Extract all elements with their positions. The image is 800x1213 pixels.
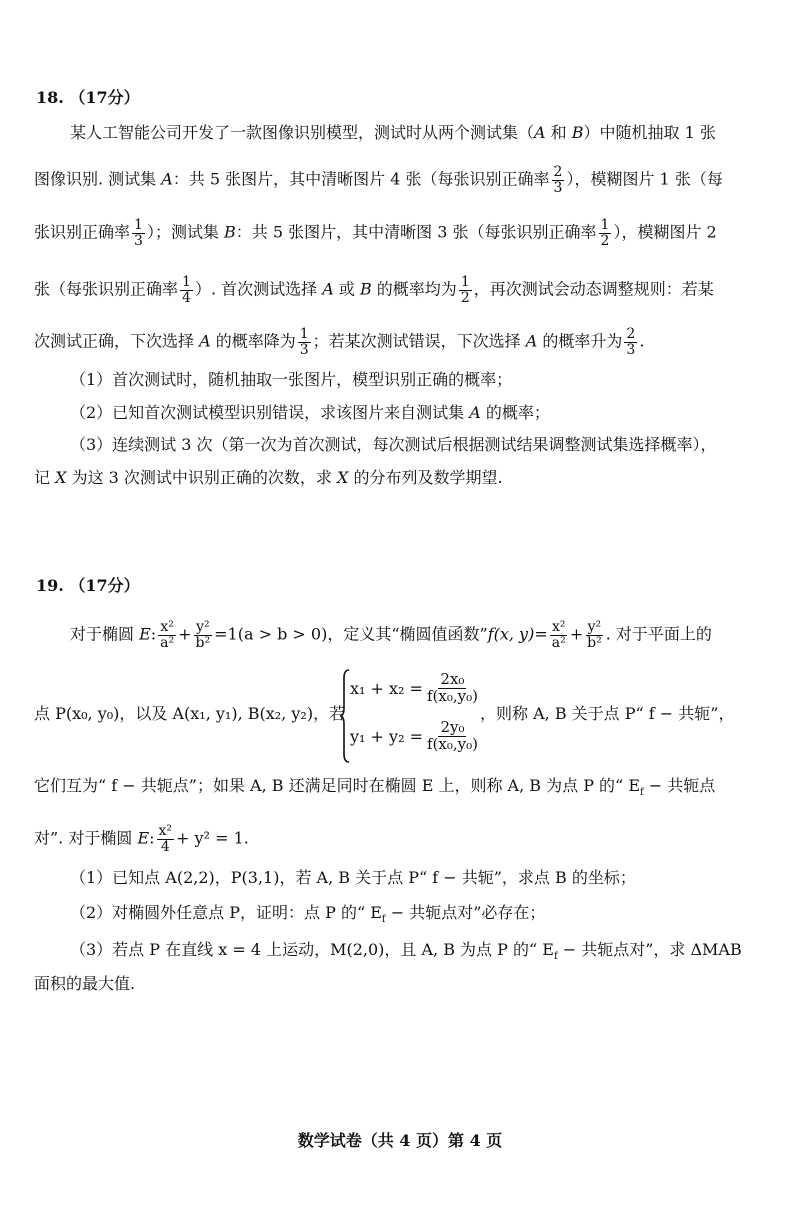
var-B: B	[571, 123, 584, 142]
q19-line-2b: ，则称 A, B 关于点 P“ f − 共轭”，	[480, 704, 735, 723]
q18-text: ，再次测试会动态调整规则：若某	[473, 279, 714, 299]
fraction-one-third: $\frac{1}{3}$	[299, 326, 309, 358]
q18-text: 记	[34, 468, 56, 487]
q18-text: 次测试正确，下次选择	[34, 331, 200, 351]
var-E: E	[137, 828, 150, 848]
var-A: A	[534, 123, 546, 142]
fraction-y2-over-b2: $\frac{\text{y²}}{\text{b²}}$	[587, 619, 602, 651]
q18-text: .	[639, 331, 645, 351]
q18-part-1: （1）首次测试时，随机抽取一张图片，模型识别正确的概率；	[70, 370, 513, 389]
q18-text: 图像识别. 测试集	[34, 169, 162, 189]
equation-lhs: y₁ + y₂ =	[350, 726, 423, 746]
q19-text: . 对于平面上的	[605, 624, 712, 644]
q18-text: 的概率均为	[371, 279, 457, 299]
q19-text: − 共轭点对”，求 ΔMAB	[557, 940, 742, 959]
var-A: A	[161, 169, 173, 189]
q19-line-1: 对于椭圆 E: $\frac{\text{x²}}{\text{a²}}$ + $\frac{\text{y²}}{\text{b²}}$ =1(a > b > 0)，定义其“椭圆值函数”f(x, y)= $\frac{\text{x²}}{\text{a²}}$ + $\frac{\text{y²}}{\text{b²}}$ . 对于平面上的	[70, 619, 712, 651]
equation-y	[350, 720, 482, 753]
q19-text: （3）若点 P 在直线 x = 4 上运动，M(2,0)，且 A, B 为点 P 的“ E	[70, 940, 554, 959]
q18-text: 为这 3 次测试中识别正确的次数，求	[66, 468, 338, 487]
q19-line-4: 对”. 对于椭圆 E: $\frac{\text{x²}}{4}$ + y² = 1.	[34, 823, 249, 855]
fraction-one-half: $\frac{1}{2}$	[460, 274, 470, 306]
q19-text: 对于椭圆	[70, 624, 140, 644]
q18-text: ）；测试集	[146, 222, 225, 242]
subscript-f: f	[640, 787, 644, 799]
q18-text: ：共 5 张图片，其中清晰图 3 张（每张识别正确率	[235, 222, 597, 242]
fraction-y2-over-b2: $\frac{\text{y²}}{\text{b²}}$	[195, 619, 211, 651]
equation-lhs: x₁ + x₂ =	[350, 678, 423, 698]
subscript-f: f	[381, 914, 386, 926]
fraction-two-thirds: $\frac{2}{3}$	[626, 326, 636, 358]
q19-part-3-cont: 面积的最大值.	[34, 974, 136, 993]
q18-header: 18. （17分）	[36, 88, 140, 107]
fraction-one-half: $\frac{1}{2}$	[600, 217, 610, 249]
fraction-x2-over-a2: $\frac{\text{x²}}{\text{a²}}$	[160, 619, 175, 651]
q18-text: 的概率降为	[210, 331, 296, 351]
q18-line-1	[70, 125, 716, 141]
q18-part-3: （3）连续测试 3 次（第一次为首次测试，每次测试后根据测试结果调整测试集选择概率），	[70, 435, 717, 454]
var-A: A	[525, 331, 538, 351]
q18-text: ：共 5 张图片，其中清晰图片 4 张（每张识别正确率	[172, 169, 550, 189]
q19-text: + y² = 1.	[176, 828, 249, 848]
fraction-2x0-over-f: $\frac{\text{2x₀}}{\text{f(x₀,y₀)}}$	[426, 670, 478, 705]
q18-text: ），模糊图片 2	[613, 222, 717, 242]
q18-text: 的概率升为	[537, 331, 623, 351]
var-A: A	[469, 403, 481, 422]
equation-system	[340, 668, 480, 764]
q19-line-3	[34, 776, 716, 799]
q18-text: 某人工智能公司开发了一款图像识别模型，测试时从两个测试集（	[70, 123, 535, 142]
q18-text: 和	[545, 123, 572, 142]
fraction-one-third: $\frac{1}{3}$	[134, 217, 143, 249]
q18-text: 或	[333, 279, 360, 299]
q19-part-3	[70, 940, 742, 963]
fraction-2y0-over-f: $\frac{\text{2y₀}}{\text{f(x₀,y₀)}}$	[426, 718, 478, 753]
q18-line-5	[34, 327, 644, 357]
subscript-f: f	[553, 951, 558, 963]
q18-text: 的分布列及数学期望.	[348, 468, 503, 487]
ellipse-value-function: f(x, y)=	[487, 624, 548, 644]
q18-line-3	[34, 218, 717, 248]
q18-line-4	[34, 275, 714, 305]
var-A: A	[199, 331, 211, 351]
q18-part-2	[70, 405, 550, 421]
q19-line-2a: 点 P(x₀, y₀)，以及 A(x₁, y₁), B(x₂, y₂)，若	[34, 704, 346, 723]
q18-text: （2）已知首次测试模型识别错误，求该图片来自测试集	[70, 403, 470, 422]
fraction-one-quarter: $\frac{1}{4}$	[182, 274, 191, 306]
fraction-two-thirds: $\frac{2}{3}$	[553, 164, 563, 196]
var-X: X	[337, 468, 349, 487]
left-brace-icon	[340, 668, 350, 764]
q19-text: 它们互为“ f − 共轭点”；如果 A, B 还满足同时在椭圆 E 上，则称 A, B 为点 P 的“ E	[34, 776, 640, 795]
q18-text: ），模糊图片 1 张（每	[566, 169, 723, 189]
q19-part-1: （1）已知点 A(2,2)，P(3,1)，若 A, B 关于点 P“ f − 共轭”，求点 B 的坐标；	[70, 868, 636, 887]
q19-part-2	[70, 903, 546, 926]
fraction-x2-over-a2: $\frac{\text{x²}}{\text{a²}}$	[551, 619, 566, 651]
page-footer: 数学试卷（共 4 页）第 4 页	[297, 1131, 503, 1150]
q18-text: 张（每张识别正确率	[34, 279, 179, 299]
q18-text: 张识别正确率	[34, 222, 131, 242]
q18-text: 的概率；	[480, 403, 550, 422]
var-E: E	[139, 624, 151, 644]
var-A: A	[322, 279, 334, 299]
q18-text: ）. 首次测试选择	[194, 279, 323, 299]
q18-part-3-cont	[34, 470, 503, 486]
q19-text: − 共轭点	[643, 776, 716, 795]
q19-text: =1(a > b > 0)，定义其“椭圆值函数”	[214, 624, 488, 644]
equation-x	[350, 672, 482, 705]
q18-line-2	[34, 165, 723, 195]
q19-header: 19. （17分）	[36, 576, 140, 595]
fraction-x2-over-4: $\frac{\text{x²}}{4}$	[158, 823, 173, 855]
q19-text: 对”. 对于椭圆	[34, 828, 138, 848]
var-X: X	[55, 468, 67, 487]
var-B: B	[224, 222, 236, 242]
q19-text: − 共轭点对”必存在；	[385, 903, 546, 922]
q19-text: （2）对椭圆外任意点 P，证明：点 P 的“ E	[70, 903, 382, 922]
q18-text: ；若某次测试错误，下次选择	[312, 331, 526, 351]
var-B: B	[359, 279, 372, 299]
q18-text: ）中随机抽取 1 张	[583, 123, 716, 142]
